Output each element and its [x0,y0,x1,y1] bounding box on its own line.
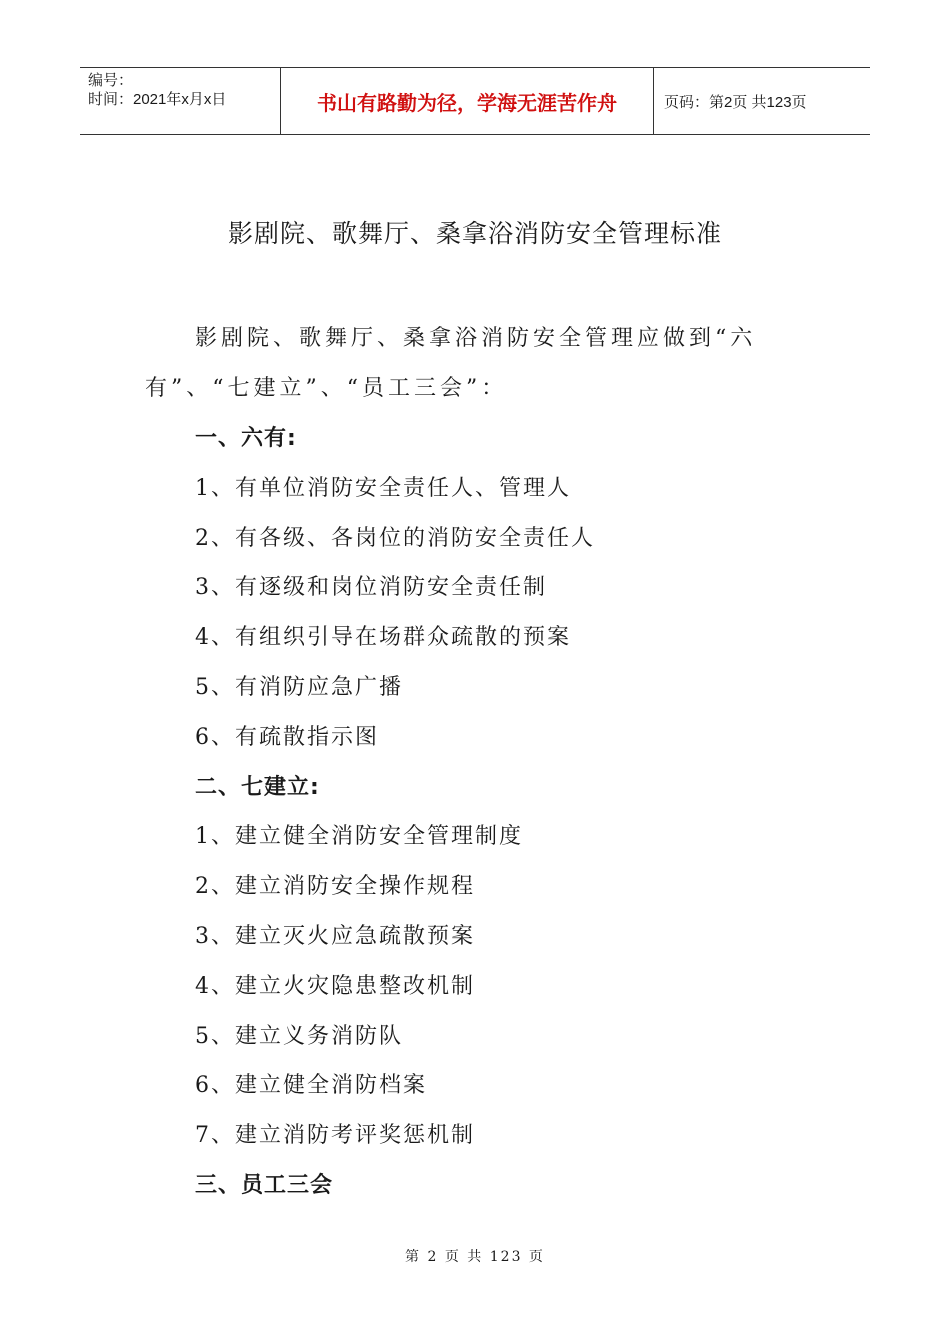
list-item: 5、有消防应急广播 [195,674,403,700]
header-page-info: 页码：第2页 共123页 [664,93,807,111]
header-motto: 书山有路勤为径，学海无涯苦作舟 [280,68,654,134]
list-item: 5、建立义务消防队 [195,1023,403,1049]
list-item: 6、建立健全消防档案 [195,1073,427,1099]
list-item: 4、建立火灾隐患整改机制 [195,973,475,999]
list-item: 1、建立健全消防安全管理制度 [195,824,523,850]
list-item: 2、建立消防安全操作规程 [195,874,475,900]
intro-paragraph: 影剧院、歌舞厅、桑拿浴消防安全管理应做到“六有”、“七建立”、“员工三会”： [145,326,757,401]
document-time-label: 时间：2021年x月x日 [88,91,227,108]
document-number-label: 编号： [88,72,134,89]
list-item: 4、有组织引导在场群众疏散的预案 [195,625,571,651]
list-item: 3、建立灭火应急疏散预案 [195,923,475,949]
page-header [80,67,870,135]
document-body [145,314,810,1211]
list-item: 3、有逐级和岗位消防安全责任制 [195,575,547,601]
section-heading-seven-establish: 二、七建立: [195,774,320,800]
list-item: 7、建立消防考评奖惩机制 [195,1123,475,1149]
section-heading-six-haves: 一、六有: [195,426,297,451]
header-meta [80,68,280,134]
list-item: 6、有疏散指示图 [195,724,379,750]
list-item: 2、有各级、各岗位的消防安全责任人 [195,525,595,551]
document-title: 影剧院、歌舞厅、桑拿浴消防安全管理标准 [227,219,722,248]
section-heading-staff-three: 三、员工三会 [195,1172,334,1198]
page-footer: 第 2 页 共 123 页 [405,1249,545,1265]
list-item: 1、有单位消防安全责任人、管理人 [195,475,571,501]
